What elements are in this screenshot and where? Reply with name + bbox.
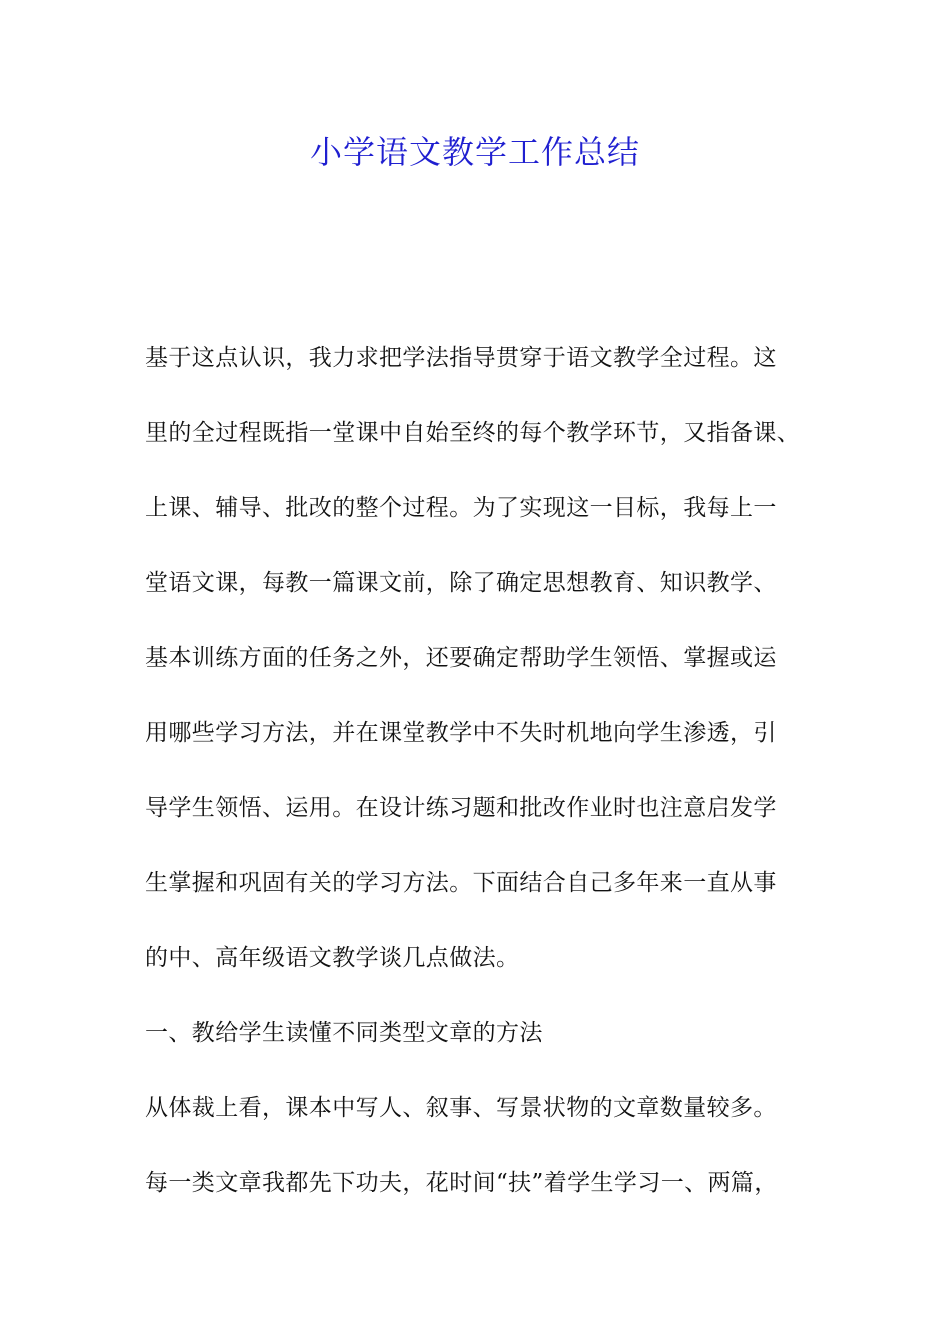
- body-line: 生掌握和巩固有关的学习方法。下面结合自己多年来一直从事: [145, 870, 777, 896]
- document-body: [145, 338, 825, 1238]
- body-line: 基本训练方面的任务之外，还要确定帮助学生领悟、掌握或运: [145, 645, 777, 671]
- body-line: 里的全过程既指一堂课中自始至终的每个教学环节，又指备课、: [145, 420, 801, 446]
- body-line: 导学生领悟、运用。在设计练习题和批改作业时也注意启发学: [145, 795, 777, 821]
- section-heading: 一、教给学生读懂不同类型文章的方法: [145, 1020, 543, 1046]
- body-line: 用哪些学习方法，并在课堂教学中不失时机地向学生渗透，引: [145, 720, 777, 746]
- body-line: 堂语文课，每教一篇课文前，除了确定思想教育、知识教学、: [145, 570, 777, 596]
- body-line: 上课、辅导、批改的整个过程。为了实现这一目标，我每上一: [145, 495, 777, 521]
- body-line: 每一类文章我都先下功夫，花时间“扶”着学生学习一、两篇，: [145, 1170, 778, 1196]
- body-line: 的中、高年级语文教学谈几点做法。: [145, 945, 520, 971]
- document-title: 小学语文教学工作总结: [309, 133, 640, 171]
- body-line: 从体裁上看，课本中写人、叙事、写景状物的文章数量较多。: [145, 1095, 777, 1121]
- body-line: 基于这点认识，我力求把学法指导贯穿于语文教学全过程。这: [145, 345, 777, 371]
